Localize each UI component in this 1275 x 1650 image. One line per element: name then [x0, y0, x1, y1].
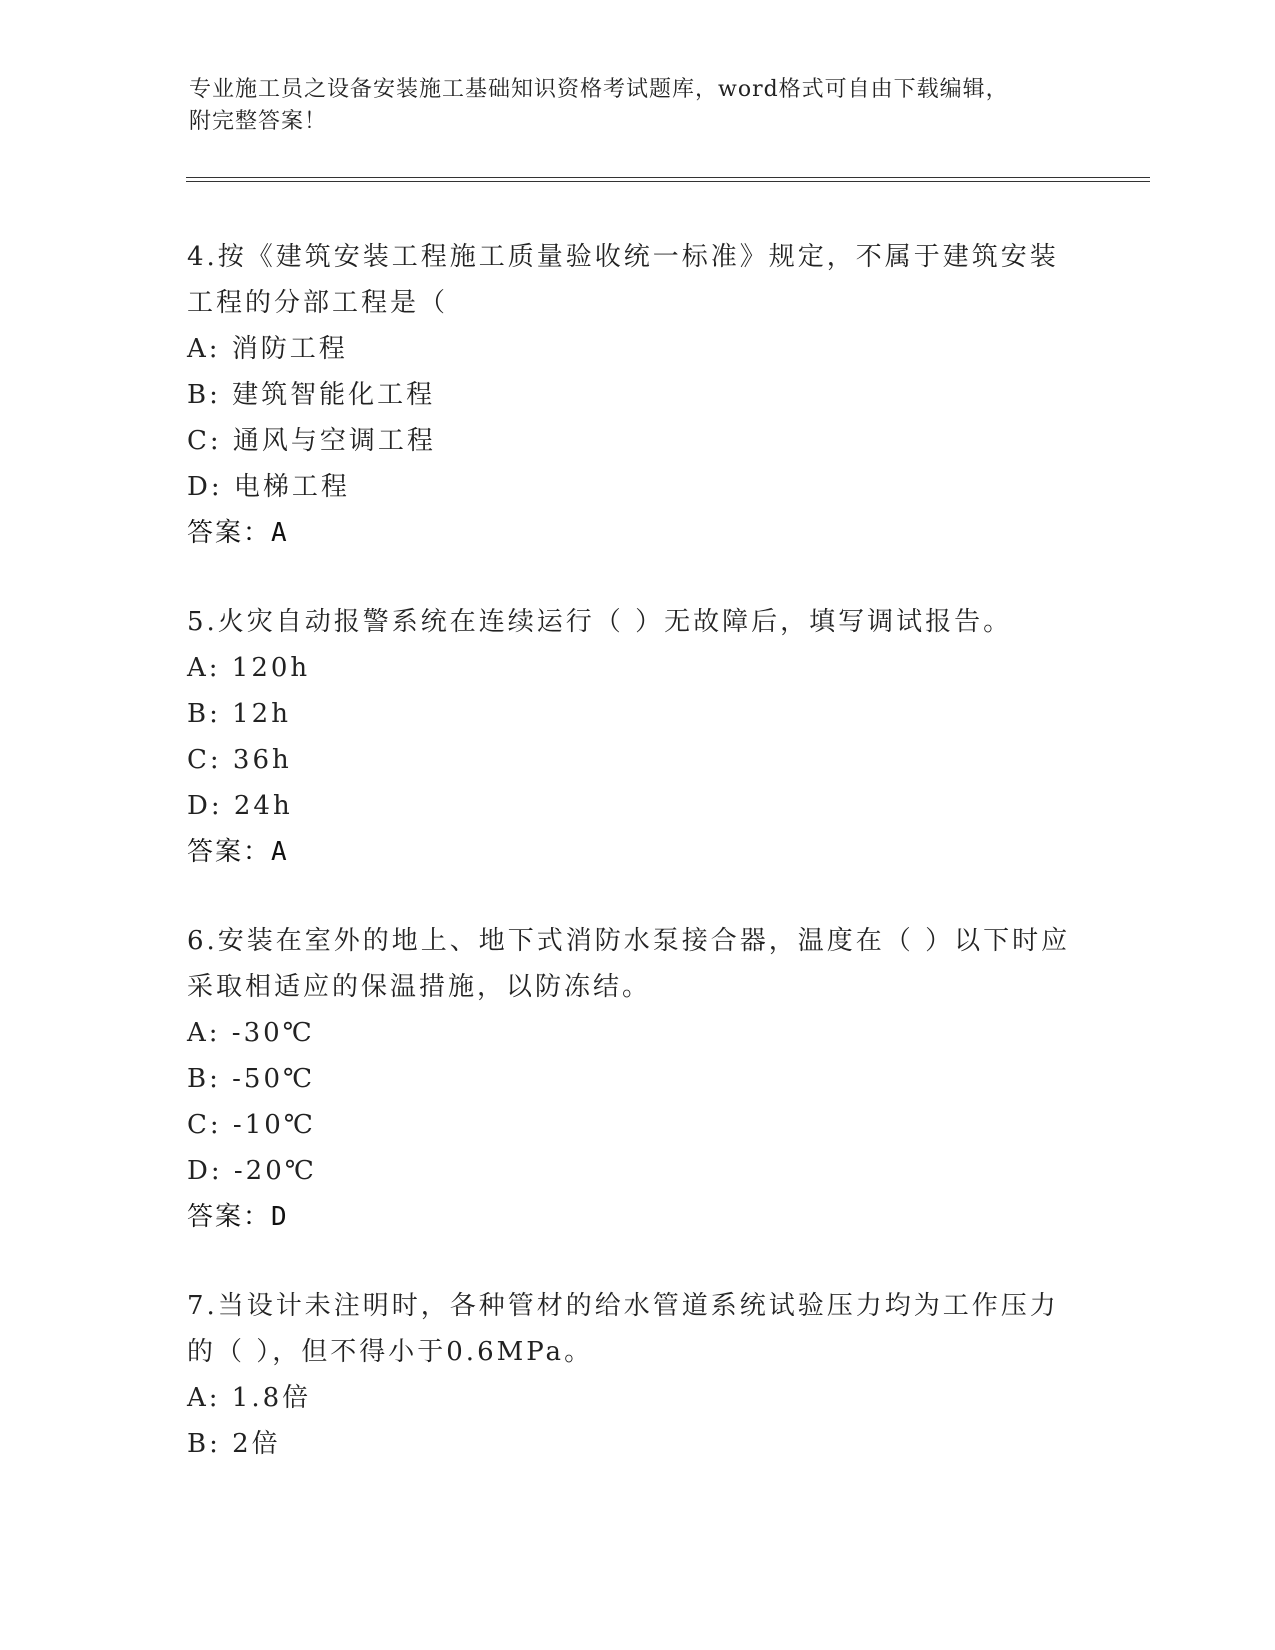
question-5: [187, 599, 1087, 875]
question-stem: 5.火灾自动报警系统在连续运行（ ）无故障后，填写调试报告。: [187, 607, 1013, 637]
option-b: B: 建筑智能化工程: [187, 380, 436, 410]
question-4: [187, 234, 1087, 556]
option-b: B: 2倍: [187, 1429, 281, 1459]
header-line-1: 专业施工员之设备安装施工基础知识资格考试题库，word格式可自由下载编辑，: [189, 77, 1009, 102]
answer: 答案：D: [187, 1202, 289, 1232]
option-d: D: 电梯工程: [187, 472, 350, 502]
option-b: B: -50℃: [187, 1064, 316, 1094]
header-line-2: 附完整答案！: [189, 109, 328, 134]
header-divider-top: [186, 177, 1150, 178]
question-stem: 采取相适应的保温措施，以防冻结。: [187, 972, 652, 1002]
option-c: C: -10℃: [187, 1110, 316, 1140]
answer: 答案：A: [187, 837, 289, 867]
question-stem: 6.安装在室外的地上、地下式消防水泵接合器，温度在（ ）以下时应: [187, 926, 1071, 956]
option-c: C: 36h: [187, 745, 292, 775]
question-6: [187, 918, 1087, 1240]
document-header: [189, 74, 1089, 138]
header-divider-bottom: [186, 181, 1150, 182]
answer: 答案：A: [187, 518, 289, 548]
option-c: C: 通风与空调工程: [187, 426, 436, 456]
question-stem: 的（ ），但不得小于0.6MPa。: [187, 1337, 594, 1367]
option-d: D: -20℃: [187, 1156, 317, 1186]
question-7: [187, 1283, 1087, 1467]
question-stem: 7.当设计未注明时，各种管材的给水管道系统试验压力均为工作压力: [187, 1291, 1059, 1321]
option-a: A: -30℃: [187, 1018, 315, 1048]
option-a: A: 消防工程: [187, 334, 348, 364]
option-a: A: 120h: [187, 653, 311, 683]
option-d: D: 24h: [187, 791, 293, 821]
option-a: A: 1.8倍: [187, 1383, 312, 1413]
option-b: B: 12h: [187, 699, 291, 729]
question-stem: 工程的分部工程是（: [187, 288, 449, 318]
question-stem: 4.按《建筑安装工程施工质量验收统一标准》规定，不属于建筑安装: [187, 242, 1059, 272]
